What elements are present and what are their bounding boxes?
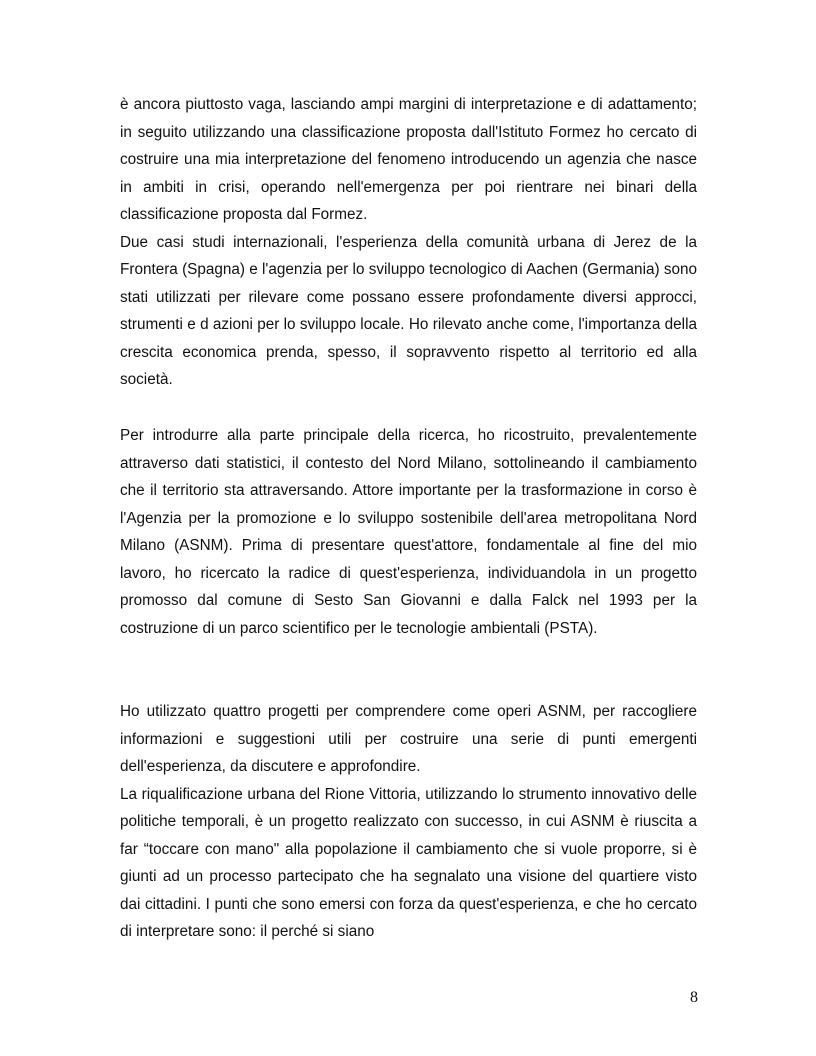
paragraph: Ho utilizzato quattro progetti per comprendere come operi ASNM, per raccogliere informazioni e suggestioni utili per costruire una serie di punti emergenti dell'esperienza, da discutere e approfondire. (120, 703, 697, 776)
paragraph: Due casi studi internazionali, l'esperienza della comunità urbana di Jerez de la Frontera (Spagna) e l'agenzia per lo sviluppo tecnologico di Aachen (Germania) sono stati utilizzati per rilevare come possano essere profondamente diversi approcci, strumenti e d azioni per lo sviluppo locale. Ho rilevato anche come, l'importanza della crescita economica prenda, spesso, il sopravvento rispetto al territorio ed alla società. (120, 233, 697, 389)
paragraph-group-2 (120, 422, 697, 642)
page-number: 8 (690, 989, 698, 1006)
paragraph: Per introdurre alla parte principale della ricerca, ho ricostruito, prevalentemente attraverso dati statistici, il contesto del Nord Milano, sottolineando il cambiamento che il territorio sta attraversando. Attore importante per la trasformazione in corso è l'Agenzia per la promozione e lo sviluppo sostenibile dell'area metropolitana Nord Milano (ASNM). Prima di presentare quest'attore, fondamentale al fine del mio lavoro, ho ricercato la radice di quest'esperienza, individuandola in un progetto promosso dal comune di Sesto San Giovanni e dalla Falck nel 1993 per la costruzione di un parco scientifico per le tecnologie ambientali (PSTA). (120, 427, 697, 637)
paragraph-group-3 (120, 698, 697, 946)
paragraph: La riqualificazione urbana del Rione Vittoria, utilizzando lo strumento innovativo delle politiche temporali, è un progetto realizzato con successo, in cui ASNM è riuscita a far “toccare con mano" alla popolazione il cambiamento che si vuole proporre, si è giunti ad un processo partecipato che ha segnalato una visione del quartiere visto dai cittadini. I punti che sono emersi con forza da quest'esperienza, e che ho cercato di interpretare sono: il perché si siano (120, 785, 697, 941)
paragraph-group-1 (120, 91, 697, 394)
paragraph: è ancora piuttosto vaga, lasciando ampi margini di interpretazione e di adattamento; in seguito utilizzando una classificazione proposta dall'Istituto Formez ho cercato di costruire una mia interpretazione del fenomeno introducendo un agenzia che nasce in ambiti in crisi, operando nell'emergenza per poi rientrare nei binari della classificazione proposta dal Formez. (120, 96, 697, 224)
